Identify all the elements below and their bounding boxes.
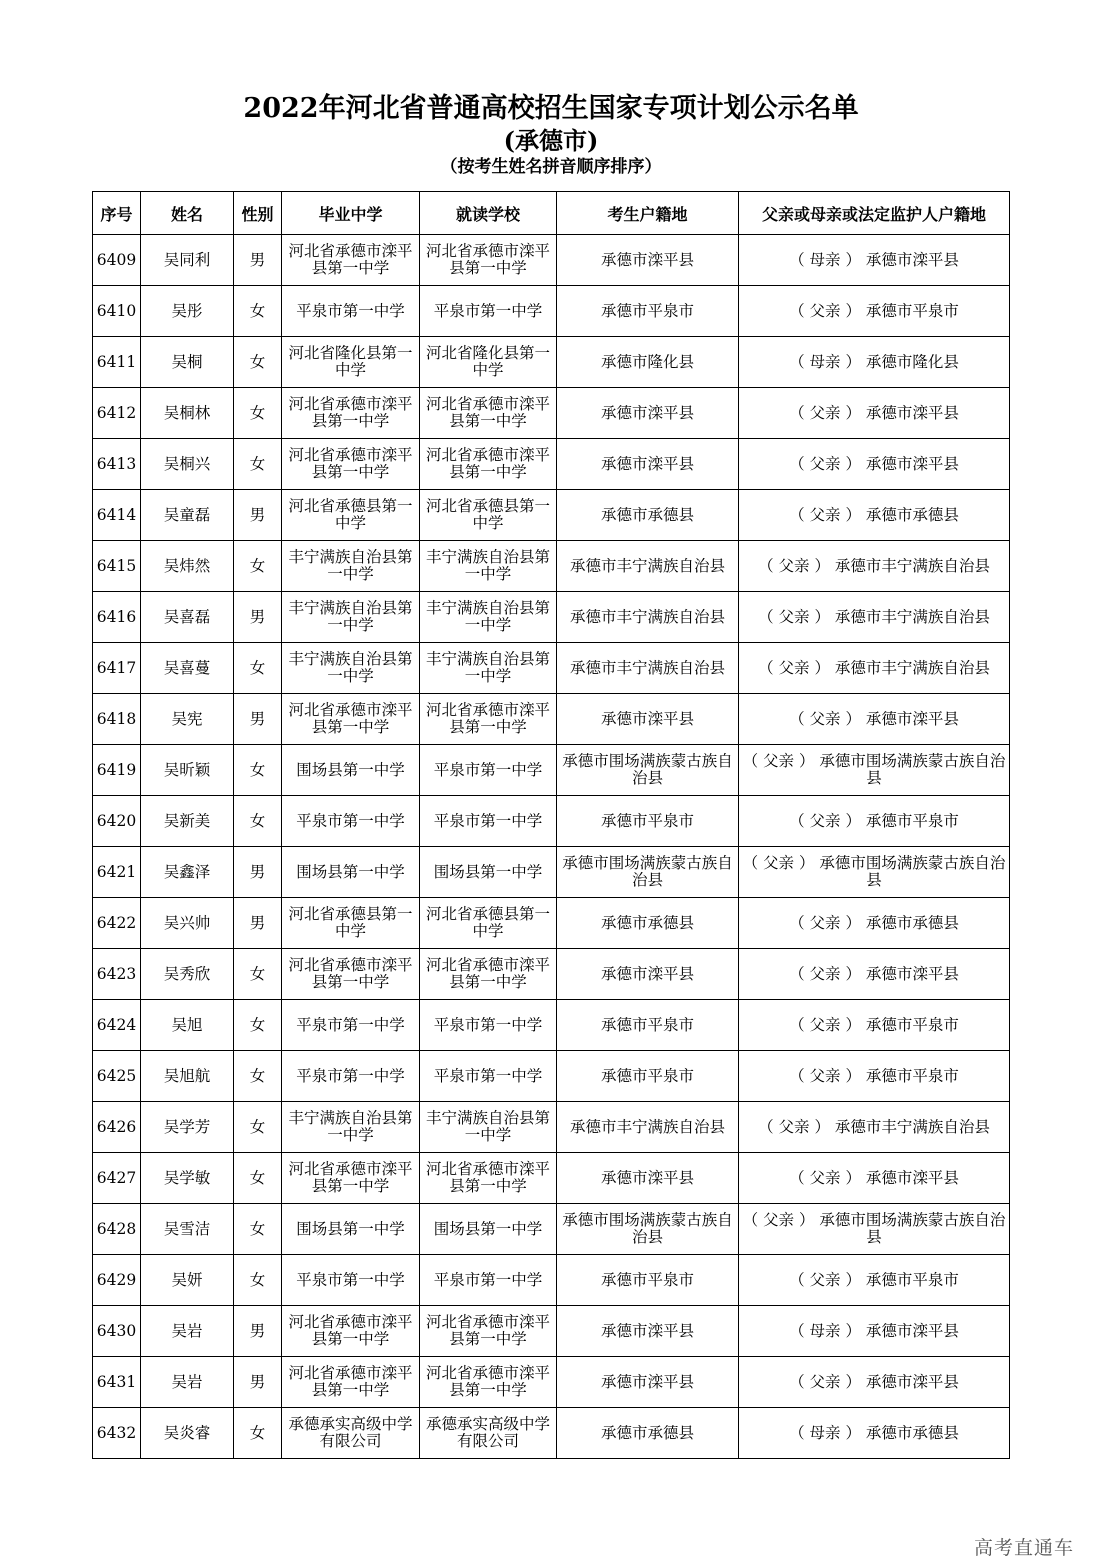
seq-cell: 6429 [93,1255,141,1306]
name-cell: 吴秀欣 [141,949,234,1000]
grad-school-cell: 丰宁满族自治县第一中学 [282,1102,420,1153]
roster-table [92,191,1010,1459]
table-row [93,1153,1010,1204]
gender-cell: 女 [234,1153,282,1204]
grad-school-cell: 平泉市第一中学 [282,286,420,337]
col-header-gender: 性别 [234,192,282,235]
current-school-cell: 河北省承德市滦平县第一中学 [420,235,557,286]
gender-cell: 女 [234,949,282,1000]
hukou-cell: 承德市平泉市 [557,1255,739,1306]
table-row [93,1255,1010,1306]
guardian-hukou-cell: （ 母亲 ） 承德市承德县 [739,1408,1010,1459]
hukou-cell: 承德市滦平县 [557,1306,739,1357]
seq-cell: 6420 [93,796,141,847]
name-cell: 吴炎睿 [141,1408,234,1459]
gender-cell: 女 [234,745,282,796]
table-row [93,1204,1010,1255]
hukou-cell: 承德市滦平县 [557,949,739,1000]
hukou-cell: 承德市承德县 [557,1408,739,1459]
seq-cell: 6430 [93,1306,141,1357]
guardian-hukou-cell: （ 父亲 ） 承德市平泉市 [739,796,1010,847]
gender-cell: 男 [234,898,282,949]
name-cell: 吴雪洁 [141,1204,234,1255]
current-school-cell: 河北省承德市滦平县第一中学 [420,1153,557,1204]
name-cell: 吴彤 [141,286,234,337]
grad-school-cell: 河北省承德市滦平县第一中学 [282,439,420,490]
grad-school-cell: 河北省承德市滦平县第一中学 [282,388,420,439]
col-header-grad-school: 毕业中学 [282,192,420,235]
name-cell: 吴兴帅 [141,898,234,949]
name-cell: 吴桐兴 [141,439,234,490]
page-title: 2022年河北省普通高校招生国家专项计划公示名单 [243,93,859,124]
grad-school-cell: 平泉市第一中学 [282,1255,420,1306]
hukou-cell: 承德市平泉市 [557,1051,739,1102]
hukou-cell: 承德市平泉市 [557,796,739,847]
seq-cell: 6425 [93,1051,141,1102]
guardian-hukou-cell: （ 父亲 ） 承德市滦平县 [739,439,1010,490]
current-school-cell: 河北省承德市滦平县第一中学 [420,439,557,490]
gender-cell: 女 [234,388,282,439]
gender-cell: 女 [234,1051,282,1102]
table-row [93,643,1010,694]
seq-cell: 6414 [93,490,141,541]
grad-school-cell: 平泉市第一中学 [282,1051,420,1102]
gender-cell: 女 [234,796,282,847]
seq-cell: 6431 [93,1357,141,1408]
col-header-current-school: 就读学校 [420,192,557,235]
hukou-cell: 承德市丰宁满族自治县 [557,643,739,694]
table-row [93,694,1010,745]
hukou-cell: 承德市滦平县 [557,694,739,745]
table-row [93,1408,1010,1459]
hukou-cell: 承德市滦平县 [557,1357,739,1408]
seq-cell: 6432 [93,1408,141,1459]
page-subtitle: (承德市) [503,126,599,155]
guardian-hukou-cell: （ 父亲 ） 承德市平泉市 [739,1000,1010,1051]
guardian-hukou-cell: （ 母亲 ） 承德市滦平县 [739,1306,1010,1357]
grad-school-cell: 河北省承德市滦平县第一中学 [282,1357,420,1408]
name-cell: 吴旭 [141,1000,234,1051]
name-cell: 吴童磊 [141,490,234,541]
current-school-cell: 平泉市第一中学 [420,1051,557,1102]
name-cell: 吴岩 [141,1357,234,1408]
guardian-hukou-cell: （ 父亲 ） 承德市滦平县 [739,1357,1010,1408]
grad-school-cell: 河北省承德市滦平县第一中学 [282,235,420,286]
name-cell: 吴妍 [141,1255,234,1306]
guardian-hukou-cell: （ 父亲 ） 承德市丰宁满族自治县 [739,592,1010,643]
guardian-hukou-cell: （ 父亲 ） 承德市围场满族蒙古族自治县 [739,745,1010,796]
guardian-hukou-cell: （ 父亲 ） 承德市丰宁满族自治县 [739,643,1010,694]
grad-school-cell: 河北省承德市滦平县第一中学 [282,1306,420,1357]
name-cell: 吴桐林 [141,388,234,439]
hukou-cell: 承德市围场满族蒙古族自治县 [557,745,739,796]
hukou-cell: 承德市围场满族蒙古族自治县 [557,1204,739,1255]
grad-school-cell: 河北省承德县第一中学 [282,898,420,949]
name-cell: 吴同利 [141,235,234,286]
hukou-cell: 承德市承德县 [557,490,739,541]
hukou-cell: 承德市承德县 [557,898,739,949]
seq-cell: 6415 [93,541,141,592]
grad-school-cell: 平泉市第一中学 [282,796,420,847]
guardian-hukou-cell: （ 父亲 ） 承德市丰宁满族自治县 [739,541,1010,592]
grad-school-cell: 河北省承德市滦平县第一中学 [282,1153,420,1204]
table-row [93,949,1010,1000]
table-row [93,490,1010,541]
gender-cell: 女 [234,439,282,490]
current-school-cell: 围场县第一中学 [420,847,557,898]
table-row [93,286,1010,337]
seq-cell: 6410 [93,286,141,337]
guardian-hukou-cell: （ 父亲 ） 承德市滦平县 [739,949,1010,1000]
seq-cell: 6417 [93,643,141,694]
hukou-cell: 承德市滦平县 [557,388,739,439]
gender-cell: 女 [234,1204,282,1255]
name-cell: 吴喜磊 [141,592,234,643]
table-header-row [93,192,1010,235]
table-row [93,235,1010,286]
current-school-cell: 丰宁满族自治县第一中学 [420,643,557,694]
guardian-hukou-cell: （ 父亲 ） 承德市承德县 [739,898,1010,949]
current-school-cell: 河北省承德市滦平县第一中学 [420,949,557,1000]
grad-school-cell: 丰宁满族自治县第一中学 [282,643,420,694]
gender-cell: 女 [234,286,282,337]
current-school-cell: 丰宁满族自治县第一中学 [420,1102,557,1153]
guardian-hukou-cell: （ 母亲 ） 承德市隆化县 [739,337,1010,388]
col-header-hukou: 考生户籍地 [557,192,739,235]
table-row [93,1306,1010,1357]
hukou-cell: 承德市丰宁满族自治县 [557,1102,739,1153]
gender-cell: 女 [234,337,282,388]
table-row [93,337,1010,388]
seq-cell: 6418 [93,694,141,745]
hukou-cell: 承德市围场满族蒙古族自治县 [557,847,739,898]
current-school-cell: 丰宁满族自治县第一中学 [420,592,557,643]
name-cell: 吴桐 [141,337,234,388]
gender-cell: 女 [234,1408,282,1459]
gender-cell: 女 [234,643,282,694]
hukou-cell: 承德市滦平县 [557,439,739,490]
seq-cell: 6427 [93,1153,141,1204]
gender-cell: 男 [234,490,282,541]
current-school-cell: 平泉市第一中学 [420,796,557,847]
guardian-hukou-cell: （ 父亲 ） 承德市平泉市 [739,1255,1010,1306]
guardian-hukou-cell: （ 父亲 ） 承德市围场满族蒙古族自治县 [739,847,1010,898]
table-row [93,898,1010,949]
current-school-cell: 河北省承德县第一中学 [420,898,557,949]
table-row [93,1357,1010,1408]
seq-cell: 6416 [93,592,141,643]
gender-cell: 男 [234,1357,282,1408]
guardian-hukou-cell: （ 父亲 ） 承德市滦平县 [739,388,1010,439]
gender-cell: 男 [234,235,282,286]
name-cell: 吴岩 [141,1306,234,1357]
grad-school-cell: 围场县第一中学 [282,745,420,796]
hukou-cell: 承德市隆化县 [557,337,739,388]
seq-cell: 6421 [93,847,141,898]
hukou-cell: 承德市丰宁满族自治县 [557,592,739,643]
seq-cell: 6424 [93,1000,141,1051]
guardian-hukou-cell: （ 父亲 ） 承德市平泉市 [739,286,1010,337]
col-header-seq: 序号 [93,192,141,235]
gender-cell: 男 [234,1306,282,1357]
gender-cell: 女 [234,541,282,592]
seq-cell: 6426 [93,1102,141,1153]
table-row [93,847,1010,898]
grad-school-cell: 丰宁满族自治县第一中学 [282,541,420,592]
col-header-guardian-hukou: 父亲或母亲或法定监护人户籍地 [739,192,1010,235]
seq-cell: 6419 [93,745,141,796]
current-school-cell: 河北省承德市滦平县第一中学 [420,1357,557,1408]
table-row [93,592,1010,643]
current-school-cell: 丰宁满族自治县第一中学 [420,541,557,592]
current-school-cell: 平泉市第一中学 [420,286,557,337]
grad-school-cell: 平泉市第一中学 [282,1000,420,1051]
seq-cell: 6423 [93,949,141,1000]
seq-cell: 6412 [93,388,141,439]
guardian-hukou-cell: （ 父亲 ） 承德市承德县 [739,490,1010,541]
table-body [93,235,1010,1459]
hukou-cell: 承德市平泉市 [557,286,739,337]
seq-cell: 6413 [93,439,141,490]
table-row [93,1051,1010,1102]
current-school-cell: 平泉市第一中学 [420,1000,557,1051]
table-row [93,541,1010,592]
grad-school-cell: 围场县第一中学 [282,847,420,898]
guardian-hukou-cell: （ 父亲 ） 承德市滦平县 [739,1153,1010,1204]
col-header-name: 姓名 [141,192,234,235]
grad-school-cell: 承德承实高级中学有限公司 [282,1408,420,1459]
name-cell: 吴鑫泽 [141,847,234,898]
seq-cell: 6422 [93,898,141,949]
gender-cell: 男 [234,592,282,643]
seq-cell: 6411 [93,337,141,388]
guardian-hukou-cell: （ 父亲 ） 承德市滦平县 [739,694,1010,745]
grad-school-cell: 丰宁满族自治县第一中学 [282,592,420,643]
seq-cell: 6428 [93,1204,141,1255]
grad-school-cell: 河北省隆化县第一中学 [282,337,420,388]
table-row [93,1000,1010,1051]
current-school-cell: 平泉市第一中学 [420,745,557,796]
hukou-cell: 承德市丰宁满族自治县 [557,541,739,592]
current-school-cell: 河北省承德市滦平县第一中学 [420,694,557,745]
gender-cell: 男 [234,694,282,745]
table-row [93,1102,1010,1153]
table-row [93,796,1010,847]
table-row [93,388,1010,439]
table-row [93,745,1010,796]
current-school-cell: 承德承实高级中学有限公司 [420,1408,557,1459]
name-cell: 吴喜蔓 [141,643,234,694]
sort-note: （按考生姓名拼音顺序排序） [440,157,662,177]
guardian-hukou-cell: （ 父亲 ） 承德市平泉市 [739,1051,1010,1102]
name-cell: 吴学芳 [141,1102,234,1153]
hukou-cell: 承德市滦平县 [557,235,739,286]
current-school-cell: 河北省承德县第一中学 [420,490,557,541]
grad-school-cell: 围场县第一中学 [282,1204,420,1255]
gender-cell: 女 [234,1255,282,1306]
name-cell: 吴宪 [141,694,234,745]
watermark: 高考直通车 [973,1537,1074,1559]
seq-cell: 6409 [93,235,141,286]
grad-school-cell: 河北省承德市滦平县第一中学 [282,694,420,745]
table-row [93,439,1010,490]
current-school-cell: 河北省承德市滦平县第一中学 [420,388,557,439]
guardian-hukou-cell: （ 父亲 ） 承德市丰宁满族自治县 [739,1102,1010,1153]
name-cell: 吴炜然 [141,541,234,592]
hukou-cell: 承德市平泉市 [557,1000,739,1051]
hukou-cell: 承德市滦平县 [557,1153,739,1204]
gender-cell: 女 [234,1102,282,1153]
name-cell: 吴新美 [141,796,234,847]
grad-school-cell: 河北省承德县第一中学 [282,490,420,541]
current-school-cell: 河北省承德市滦平县第一中学 [420,1306,557,1357]
name-cell: 吴昕颖 [141,745,234,796]
current-school-cell: 河北省隆化县第一中学 [420,337,557,388]
guardian-hukou-cell: （ 母亲 ） 承德市滦平县 [739,235,1010,286]
grad-school-cell: 河北省承德市滦平县第一中学 [282,949,420,1000]
current-school-cell: 围场县第一中学 [420,1204,557,1255]
guardian-hukou-cell: （ 父亲 ） 承德市围场满族蒙古族自治县 [739,1204,1010,1255]
gender-cell: 女 [234,1000,282,1051]
gender-cell: 男 [234,847,282,898]
current-school-cell: 平泉市第一中学 [420,1255,557,1306]
name-cell: 吴旭航 [141,1051,234,1102]
name-cell: 吴学敏 [141,1153,234,1204]
